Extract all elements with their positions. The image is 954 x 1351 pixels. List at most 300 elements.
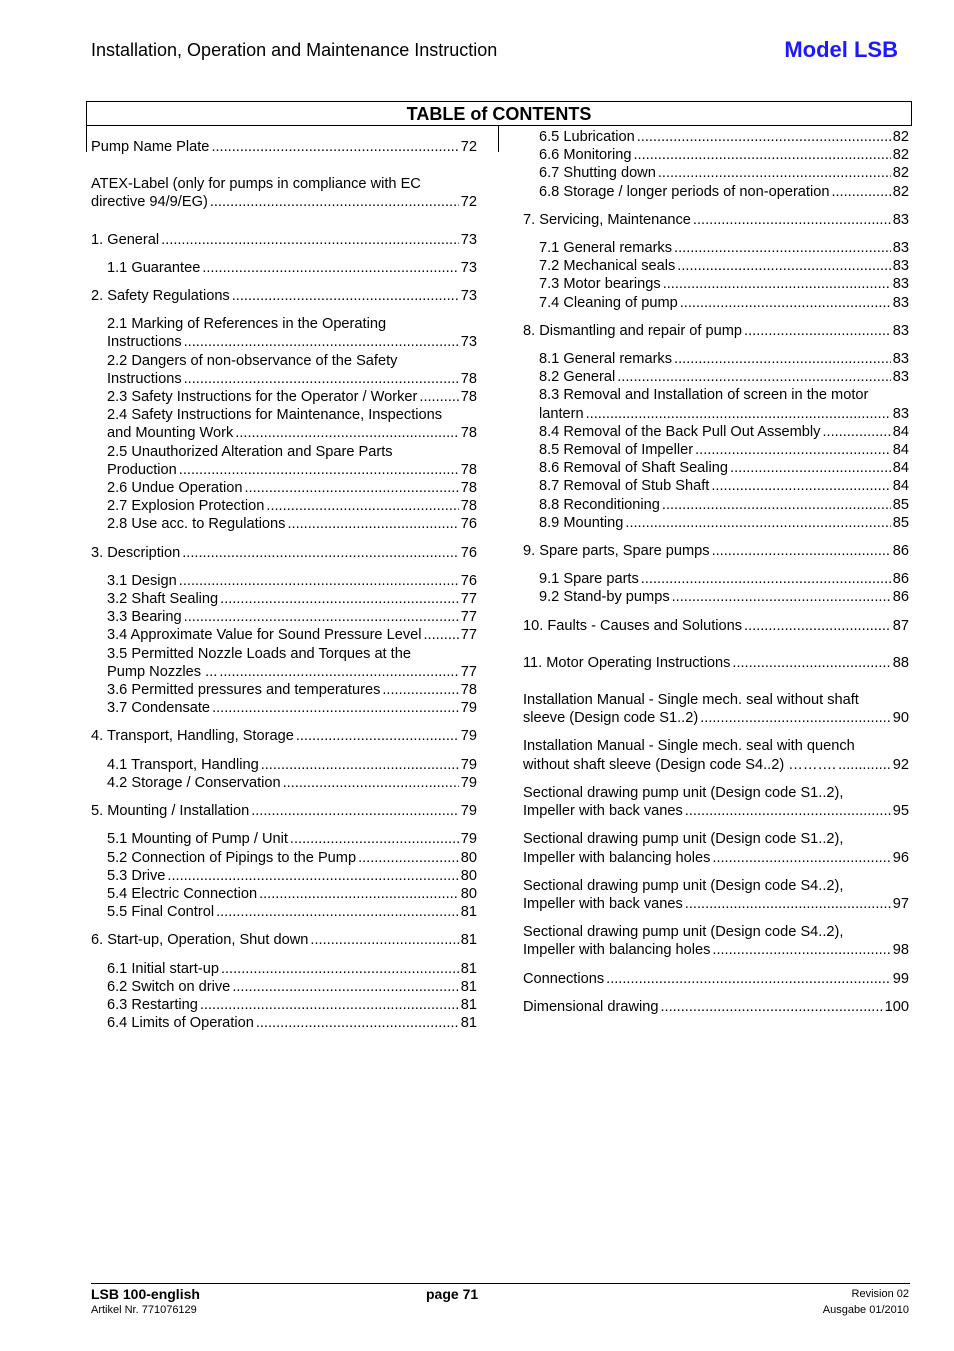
toc-page-number: 80 [460,885,477,902]
toc-spacer [523,727,909,737]
toc-page-number: 82 [892,147,909,164]
toc-entry-text: 4.2 Storage / Conservation [107,774,281,791]
toc-subentry[interactable] [523,570,909,588]
toc-right-column [523,128,909,1016]
toc-dot-leader [685,802,891,820]
toc-left-column [91,138,477,1032]
toc-entry-text: 5. Mounting / Installation [91,803,250,820]
toc-dot-leader [633,146,890,164]
toc-entry-line [91,193,477,211]
toc-page-number: 81 [460,904,477,921]
toc-entry-line [523,895,909,913]
toc-dot-leader [677,257,890,275]
toc-dot-leader [266,497,458,515]
toc-subentry[interactable] [523,164,909,182]
toc-entry-line [523,923,909,941]
toc-dot-leader [184,333,459,351]
toc-spacer [523,532,909,542]
toc-page-number: 83 [892,211,909,228]
toc-dot-leader [712,849,890,867]
toc-page-number: 84 [892,478,909,495]
toc-entry-line [107,699,477,717]
toc-subentry[interactable] [91,960,477,978]
toc-entry[interactable] [91,931,477,949]
toc-subentry[interactable] [523,459,909,477]
toc-page-number: 87 [892,617,909,634]
toc-subentry[interactable] [91,1014,477,1032]
toc-entry-text: 9.1 Spare parts [539,571,639,588]
toc-page-number: 78 [460,389,477,406]
toc-dot-leader [221,960,459,978]
toc-subentry[interactable] [91,259,477,277]
toc-dot-leader [672,588,891,606]
toc-subentry[interactable] [91,497,477,515]
toc-entry-text: Dimensional drawing [523,998,659,1015]
toc-entry-text: 3.5 Permitted Nozzle Loads and Torques at the [107,645,411,662]
toc-page-number: 79 [460,803,477,820]
toc-subentry[interactable] [91,849,477,867]
toc-dot-leader [822,423,890,441]
toc-entry-line [107,960,477,978]
toc-subentry[interactable] [523,368,909,386]
page-number: page 71 [426,1286,479,1302]
toc-page-number: 83 [892,369,909,386]
toc-entry-text: 8.4 Removal of the Back Pull Out Assembly [539,423,821,440]
toc-entry-line [107,259,477,277]
toc-entry[interactable] [91,802,477,820]
toc-dot-leader [674,350,891,368]
toc-entry[interactable] [523,617,909,635]
toc-spacer [523,201,909,211]
toc-dot-leader [290,830,459,848]
toc-entry-text: 7.2 Mechanical seals [539,258,676,275]
toc-entry-text: 6.7 Shutting down [539,165,656,182]
toc-entry-text: 6.1 Initial start-up [107,960,219,977]
toc-entry-line [539,514,909,532]
toc-dot-leader [283,774,459,792]
toc-entry[interactable] [523,830,909,866]
toc-page-number: 78 [460,682,477,699]
toc-subentry[interactable] [91,756,477,774]
toc-subentry[interactable] [523,128,909,146]
toc-page-number: 90 [892,710,909,727]
toc-dot-leader [658,164,891,182]
toc-entry-line [107,333,477,351]
toc-page-number: 98 [892,942,909,959]
toc-page-number: 84 [892,442,909,459]
toc-subentry[interactable] [91,315,477,351]
toc-entry-text: 6.5 Lubrication [539,129,635,145]
toc-entry-line [539,350,909,368]
toc-entry-line [523,322,909,340]
toc-dot-leader [256,1014,459,1032]
footer-revision: Revision 02 [851,1288,909,1300]
toc-dot-leader [382,681,458,699]
toc-entry-text: 2. Safety Regulations [91,288,230,305]
toc-entry-line [539,423,909,441]
toc-subentry[interactable] [523,386,909,422]
toc-subentry[interactable] [91,626,477,644]
toc-dot-leader [220,590,459,608]
toc-entry-text: 2.8 Use acc. to Regulations [107,516,286,533]
toc-entry-text: 9. Spare parts, Spare pumps [523,543,710,560]
toc-page-number: 81 [460,978,477,995]
toc-dot-leader [211,138,458,156]
toc-page-number: 83 [892,405,909,422]
toc-dot-leader [663,275,891,293]
toc-entry[interactable] [91,231,477,249]
toc-entry-text: Production [107,461,177,478]
toc-entry-text: 2.3 Safety Instructions for the Operator / Worker [107,389,418,406]
toc-page-number: 77 [460,663,477,680]
toc-spacer [91,305,477,315]
toc-dot-leader [617,368,891,386]
toc-entry-text: 2.4 Safety Instructions for Maintenance, Inspections [107,407,443,424]
toc-entry-text: 5.1 Mounting of Pump / Unit [107,831,288,848]
toc-subentry[interactable] [91,515,477,533]
toc-entry-line [539,405,909,423]
toc-subentry[interactable] [523,477,909,495]
toc-page-number: 81 [460,996,477,1013]
toc-entry-text: Sectional drawing pump unit (Design code S1..2), [523,784,844,801]
toc-dot-leader [711,477,890,495]
toc-dot-leader [674,239,891,257]
toc-entry-line [107,515,477,533]
toc-entry-line [523,830,909,848]
toc-dot-leader [695,441,891,459]
footer-article-number: Artikel Nr. 771076129 [91,1304,197,1316]
toc-dot-leader [606,970,891,988]
toc-entry-line [91,802,477,820]
toc-subentry[interactable] [91,443,477,479]
toc-entry-text: 9.2 Stand-by pumps [539,589,670,606]
toc-entry[interactable] [91,544,477,562]
toc-dot-leader [732,654,890,672]
toc-entry-line [91,727,477,745]
toc-entry[interactable] [523,211,909,229]
toc-spacer [523,774,909,784]
toc-entry-line [107,996,477,1014]
toc-page-number: 73 [460,259,477,276]
toc-subentry[interactable] [91,978,477,996]
toc-subentry[interactable] [523,257,909,275]
toc-page-number: 77 [460,627,477,644]
toc-entry-line [539,257,909,275]
toc-subentry[interactable] [91,885,477,903]
toc-spacer [91,820,477,830]
toc-entry-text: 3.2 Shaft Sealing [107,591,219,608]
toc-entry-line [107,849,477,867]
toc-page-number: 99 [892,970,909,987]
toc-page-number: 78 [460,425,477,442]
toc-spacer [91,156,477,175]
toc-entry-line [91,931,477,949]
toc-page-number: 79 [460,728,477,745]
toc-entry-text: 8.2 General [539,369,616,386]
toc-page-number: 84 [892,460,909,477]
toc-page-number: 86 [892,571,909,588]
toc-subentry[interactable] [91,388,477,406]
toc-subentry[interactable] [91,645,477,681]
toc-page-number: 79 [460,774,477,791]
toc-entry[interactable] [523,542,909,560]
toc-left-border [86,126,87,152]
toc-entry-text: 8.1 General remarks [539,351,673,368]
toc-page-number: 92 [892,756,909,773]
toc-entry[interactable] [91,287,477,305]
toc-entry-line [523,970,909,988]
toc-page-number: 73 [460,288,477,305]
toc-page-number: 80 [460,867,477,884]
toc-entry-text: sleeve (Design code S1..2) [523,710,699,727]
toc-entry-text: 6.2 Switch on drive [107,978,231,995]
toc-dot-leader [216,903,459,921]
toc-entry-line [91,231,477,249]
toc-entry-line [539,386,909,404]
toc-entry-text: 2.6 Undue Operation [107,480,243,497]
toc-spacer [523,340,909,350]
toc-entry[interactable] [523,970,909,988]
toc-dot-leader [685,895,891,913]
toc-entry-text: Installation Manual - Single mech. seal without shaft [523,692,859,709]
toc-subentry[interactable] [523,146,909,164]
toc-entry-text: directive 94/9/EG) [91,194,208,211]
toc-entry[interactable] [523,654,909,672]
toc-subentry[interactable] [523,441,909,459]
toc-entry[interactable] [91,175,477,211]
toc-entry-line [107,388,477,406]
toc-dot-leader [641,570,891,588]
toc-subentry[interactable] [91,572,477,590]
toc-entry-text: 3.6 Permitted pressures and temperatures [107,682,381,699]
toc-subentry[interactable] [523,514,909,532]
toc-entry-text: 6.6 Monitoring [539,147,632,164]
toc-dot-leader [245,479,459,497]
toc-dot-leader [700,709,891,727]
toc-entry-text: 5.2 Connection of Pipings to the Pump [107,849,357,866]
toc-entry-line [107,756,477,774]
toc-dot-leader [182,544,459,562]
toc-page-number: 76 [460,516,477,533]
toc-page-number: 72 [460,139,477,155]
toc-entry-text: 8.9 Mounting [539,514,624,531]
toc-dot-leader [424,626,459,644]
toc-entry-text: Connections [523,970,605,987]
toc-entry-line [107,903,477,921]
toc-dot-leader [693,211,891,229]
toc-entry-line [523,802,909,820]
footer-doc-id: LSB 100-english [91,1286,200,1302]
toc-page-number: 78 [460,480,477,497]
toc-subentry[interactable] [523,275,909,293]
toc-dot-leader [167,867,458,885]
toc-entry-line [539,146,909,164]
toc-entry-text: without shaft sleeve (Design code S4..2) ………. [523,756,837,773]
toc-entry-text: and Mounting Work [107,425,234,442]
toc-entry[interactable] [523,877,909,913]
toc-entry-text: 6.3 Restarting [107,996,198,1013]
toc-subentry[interactable] [91,903,477,921]
toc-entry-text: 8.6 Removal of Shaft Sealing [539,460,729,477]
toc-title: TABLE of CONTENTS [406,104,592,124]
toc-entry-text: Sectional drawing pump unit (Design code S1..2), [523,831,844,848]
toc-entry-text: 4. Transport, Handling, Storage [91,728,294,745]
toc-entry-text: 7. Servicing, Maintenance [523,211,691,228]
toc-entry-line [107,572,477,590]
toc-dot-leader [662,496,891,514]
toc-page-number: 100 [884,998,909,1015]
toc-entry[interactable] [523,691,909,727]
toc-page-number: 95 [892,803,909,820]
toc-entry-line [523,737,909,755]
toc-entry-text: Pump Nozzles ... [107,663,218,680]
toc-dot-leader [831,183,890,201]
toc-entry-text: 6. Start-up, Operation, Shut down [91,932,309,949]
toc-entry[interactable] [523,784,909,820]
toc-entry-line [539,477,909,495]
toc-page-number: 84 [892,423,909,440]
toc-subentry[interactable] [91,608,477,626]
toc-subentry[interactable] [91,352,477,388]
toc-subentry[interactable] [91,699,477,717]
toc-entry-line [107,867,477,885]
toc-entry-text: 5.3 Drive [107,867,166,884]
toc-dot-leader [680,294,891,312]
toc-entry-line [523,941,909,959]
toc-entry-text: 6.4 Limits of Operation [107,1015,254,1032]
toc-dot-leader [161,231,459,249]
toc-page-number: 81 [460,932,477,949]
toc-dot-leader [838,756,891,774]
toc-entry-text: 8.5 Removal of Impeller [539,442,694,459]
toc-page-number: 77 [460,591,477,608]
toc-dot-leader [232,978,458,996]
toc-entry-text: 2.5 Unauthorized Alteration and Spare Parts [107,443,393,460]
toc-dot-leader [296,727,459,745]
toc-dot-leader [184,370,459,388]
toc-entry-text: 6.8 Storage / longer periods of non-operation [539,183,830,200]
toc-spacer [523,635,909,654]
toc-page-number: 82 [892,129,909,145]
toc-entry-line [91,138,477,156]
toc-entry-line [523,691,909,709]
toc-page-number: 86 [892,543,909,560]
toc-entry-line [107,443,477,461]
toc-entry-text: Impeller with balancing holes [523,942,711,959]
toc-dot-leader [712,941,890,959]
toc-page-number: 83 [892,276,909,293]
toc-dot-leader [712,542,891,560]
toc-page-number: 78 [460,370,477,387]
toc-entry-text: 5.4 Electric Connection [107,885,258,902]
toc-dot-leader [419,388,458,406]
toc-entry-text: 8.8 Reconditioning [539,496,660,513]
toc-entry[interactable] [523,923,909,959]
footer-rule [91,1283,910,1284]
toc-entry-line [523,998,909,1016]
toc-page-number: 73 [460,231,477,248]
toc-entry-text: Impeller with back vanes [523,803,683,820]
toc-entry-text: 7.4 Cleaning of pump [539,294,678,311]
toc-subentry[interactable] [91,681,477,699]
toc-entry-line [539,496,909,514]
toc-entry-text: 8.3 Removal and Installation of screen in the motor [539,387,869,404]
toc-entry-line [107,645,477,663]
toc-page-number: 77 [460,609,477,626]
toc-subentry[interactable] [523,183,909,201]
toc-entry-line [107,1014,477,1032]
toc-page-number: 82 [892,183,909,200]
toc-subentry[interactable] [523,588,909,606]
toc-subentry[interactable] [523,294,909,312]
toc-subentry[interactable] [91,867,477,885]
toc-subentry[interactable] [91,406,477,442]
toc-entry[interactable] [523,998,909,1016]
toc-entry-line [539,183,909,201]
toc-entry-line [539,459,909,477]
toc-entry-line [107,406,477,424]
toc-entry-line [91,544,477,562]
toc-spacer [523,229,909,239]
toc-entry-line [107,830,477,848]
toc-dot-leader [212,699,459,717]
toc-page-number: 73 [460,334,477,351]
toc-entry-text: 3.3 Bearing [107,609,182,626]
toc-entry-text: Instructions [107,370,182,387]
toc-entry[interactable] [91,727,477,745]
toc-entry[interactable] [523,322,909,340]
toc-page-number: 76 [460,572,477,589]
toc-subentry[interactable] [523,350,909,368]
toc-subentry[interactable] [523,423,909,441]
toc-entry-line [523,617,909,635]
toc-entry-line [107,315,477,333]
toc-entry-text: 2.1 Marking of References in the Operating [107,316,387,333]
toc-entry[interactable] [91,138,477,156]
toc-page-number: 81 [460,960,477,977]
toc-dot-leader [210,193,459,211]
toc-dot-leader [358,849,459,867]
toc-page-number: 82 [892,165,909,182]
toc-entry-line [107,885,477,903]
toc-subentry[interactable] [91,830,477,848]
toc-subentry[interactable] [523,496,909,514]
toc-subentry[interactable] [91,479,477,497]
toc-subentry[interactable] [91,590,477,608]
toc-subentry[interactable] [91,774,477,792]
toc-entry-text: 3. Description [91,544,181,561]
toc-dot-leader [586,405,891,423]
toc-spacer [523,560,909,570]
toc-entry-text: Instructions [107,334,182,351]
toc-dot-leader [625,514,890,532]
toc-entry-text: Sectional drawing pump unit (Design code S4..2), [523,877,844,894]
toc-entry-line [523,756,909,774]
toc-dot-leader [232,287,459,305]
toc-entry-line [539,275,909,293]
toc-subentry[interactable] [523,239,909,257]
toc-page-number: 86 [892,589,909,606]
toc-subentry[interactable] [91,996,477,1014]
toc-entry-line [539,164,909,182]
toc-heading-box [86,101,912,126]
toc-entry-line [107,497,477,515]
toc-entry[interactable] [523,737,909,773]
model-title: Model LSB [784,37,898,62]
toc-entry-text: Installation Manual - Single mech. seal with quench [523,738,855,755]
toc-entry-line [107,608,477,626]
header-title: Installation, Operation and Maintenance Instruction [91,40,498,60]
